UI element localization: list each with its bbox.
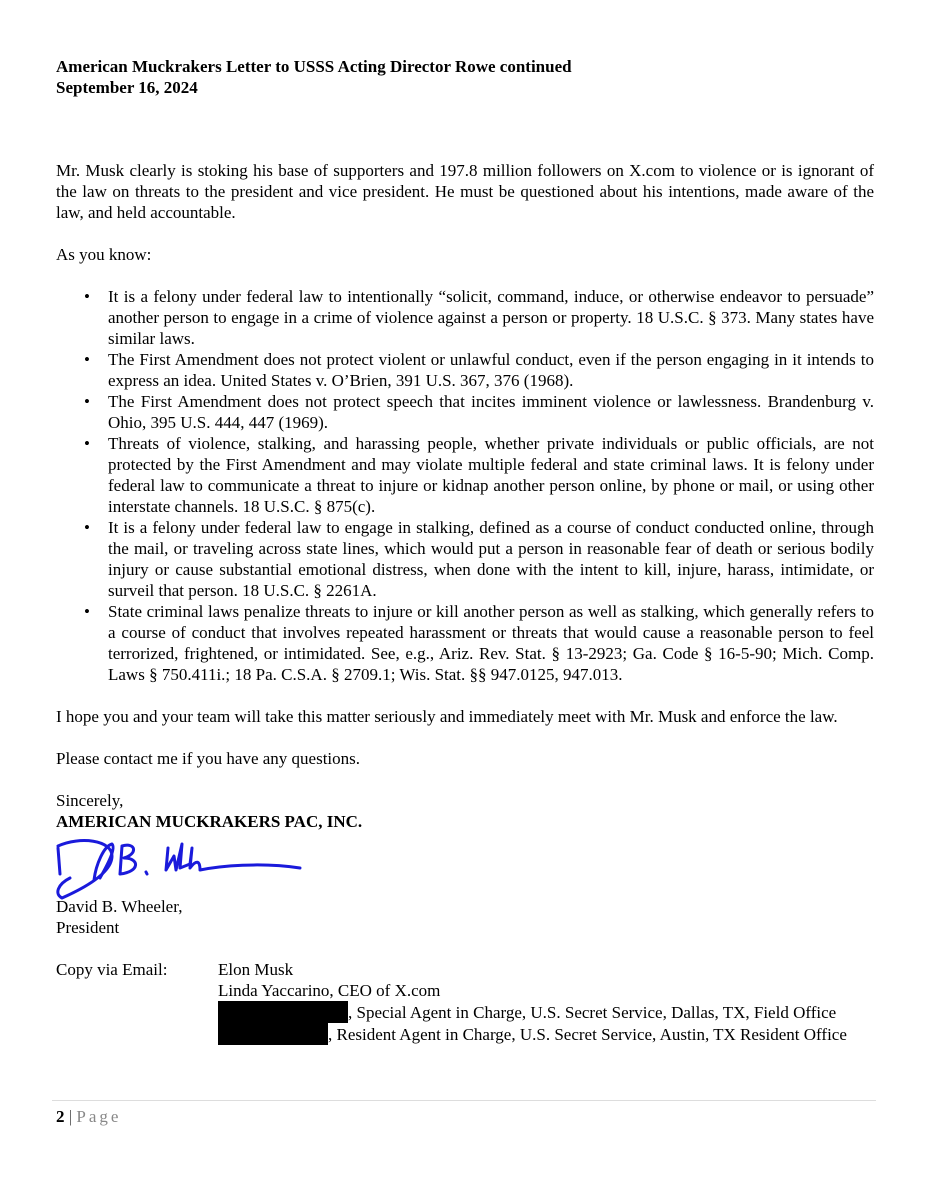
- contact-paragraph: Please contact me if you have any questions.: [56, 749, 361, 768]
- list-item: [56, 286, 874, 349]
- cc-recipient-text: , Special Agent in Charge, U.S. Secret Service, Dallas, TX, Field Office: [348, 1003, 837, 1022]
- list-item: [56, 601, 874, 685]
- list-item-text: State criminal laws penalize threats to injure or kill another person as well as stalking, which generally refers to a course of conduct that involves repeated harassment or threats that would cause a reasonable person to feel terrorized, frightened, or intimidated. See, e.g., Ariz. Rev. Stat. § 13-2923; Ga. Code § 16-5-90; Mich. Comp. Laws § 750.411i.; 18 Pa. C.S.A. § 2709.1; Wis. Stat. §§ 947.0125, 947.013.: [108, 602, 874, 684]
- cc-recipient: Elon Musk: [218, 960, 294, 979]
- signature: [56, 832, 874, 896]
- signer-role: President: [56, 918, 120, 937]
- list-item: [56, 517, 874, 601]
- bullet-icon: •: [84, 350, 90, 369]
- closing-sincerely: Sincerely,: [56, 791, 124, 810]
- list-item: [56, 349, 874, 391]
- cc-recipients: [218, 959, 874, 1045]
- page-footer: [56, 1106, 121, 1127]
- signature-image: [50, 834, 310, 900]
- list-item: [56, 433, 874, 517]
- cc-recipient: [218, 1023, 874, 1045]
- page-number: 2: [56, 1107, 65, 1126]
- bullet-icon: •: [84, 392, 90, 411]
- list-item: [56, 391, 874, 433]
- bullet-icon: •: [84, 287, 90, 306]
- list-item-text: It is a felony under federal law to engage in stalking, defined as a course of conduct conducted online, through the mail, or traveling across state lines, which would put a person in reasonable fear of death or serious bodily injury or cause substantial emotional distress, when done with the intent to kill, injure, harass, intimidate, or surveil that person. 18 U.S.C. § 2261A.: [108, 518, 874, 600]
- redaction-box: [218, 1023, 328, 1045]
- bullet-icon: •: [84, 434, 90, 453]
- cc-recipient: [218, 1001, 874, 1023]
- hope-paragraph: I hope you and your team will take this matter seriously and immediately meet with Mr. Musk and enforce the law.: [56, 707, 838, 726]
- signer-name: David B. Wheeler,: [56, 897, 183, 916]
- bullet-icon: •: [84, 602, 90, 621]
- cc-label: Copy via Email:: [56, 960, 168, 979]
- cc-recipient-text: , Resident Agent in Charge, U.S. Secret Service, Austin, TX Resident Office: [328, 1025, 847, 1044]
- cc-recipient: Linda Yaccarino, CEO of X.com: [218, 981, 441, 1000]
- footer-separator: |: [64, 1107, 77, 1126]
- list-item-text: The First Amendment does not protect speech that incites imminent violence or lawlessness. Brandenburg v. Ohio, 395 U.S. 444, 447 (1969).: [108, 392, 874, 432]
- list-item-text: The First Amendment does not protect violent or unlawful conduct, even if the person engaging in it intends to express an idea. United States v. O’Brien, 391 U.S. 367, 376 (1968).: [108, 350, 874, 390]
- list-item-text: Threats of violence, stalking, and harassing people, whether private individuals or public officials, are not protected by the First Amendment and may violate multiple federal and state criminal laws. It is felony under federal law to communicate a threat to injure or kidnap another person online, by phone or mail, or using other interstate channels. 18 U.S.C. § 875(c).: [108, 434, 874, 516]
- cc-section: [56, 959, 874, 1045]
- as-you-know: As you know:: [56, 245, 152, 264]
- list-item-text: It is a felony under federal law to intentionally “solicit, command, induce, or otherwise endeavor to persuade” another person to engage in a crime of violence against a person or property. 18 U.S.C. § 373. Many states have similar laws.: [108, 287, 874, 348]
- letter-page: [56, 56, 874, 1045]
- footer-divider: [52, 1100, 876, 1101]
- letter-title: American Muckrakers Letter to USSS Acting Director Rowe continued: [56, 57, 572, 76]
- intro-paragraph: Mr. Musk clearly is stoking his base of supporters and 197.8 million followers on X.com to violence or is ignorant of the law on threats to the president and vice president. He must be questioned about his intentions, made aware of the law, and held accountable.: [56, 161, 874, 222]
- bullet-icon: •: [84, 518, 90, 537]
- legal-points-list: [56, 286, 874, 685]
- closing-organization: AMERICAN MUCKRAKERS PAC, INC.: [56, 812, 363, 831]
- letter-date: September 16, 2024: [56, 78, 198, 97]
- redaction-box: [218, 1001, 348, 1023]
- page-label: Page: [76, 1107, 122, 1126]
